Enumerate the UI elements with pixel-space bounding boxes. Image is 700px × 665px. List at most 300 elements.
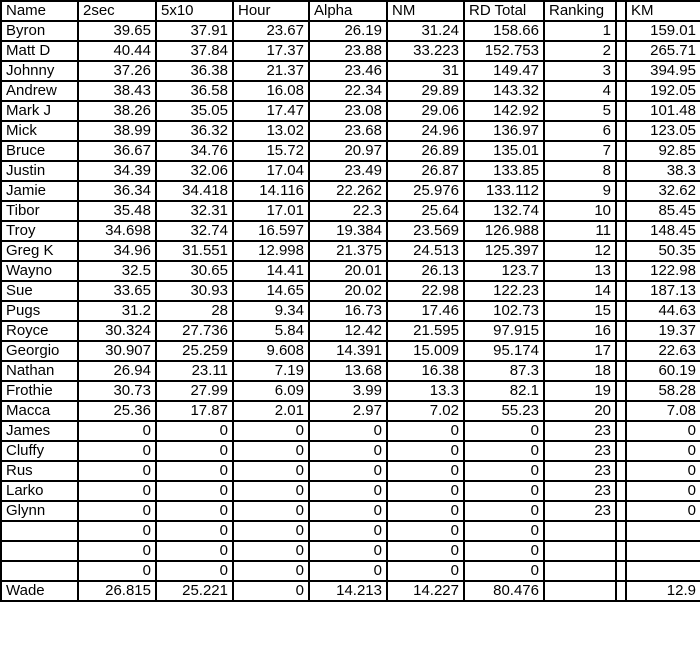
value-cell[interactable]: 36.32 — [156, 121, 233, 141]
value-cell[interactable]: 149.47 — [464, 61, 544, 81]
value-cell[interactable]: 0 — [233, 561, 309, 581]
spacer-cell — [616, 241, 626, 261]
value-cell[interactable]: 27.99 — [156, 381, 233, 401]
value-cell[interactable]: 3 — [544, 61, 616, 81]
row-name-cell[interactable]: Justin — [1, 161, 78, 181]
value-cell[interactable]: 15.72 — [233, 141, 309, 161]
value-cell[interactable]: 23.569 — [387, 221, 464, 241]
spacer-cell — [616, 61, 626, 81]
value-cell[interactable]: 7.08 — [626, 401, 700, 421]
value-cell[interactable]: 87.3 — [464, 361, 544, 381]
value-cell[interactable]: 0 — [233, 481, 309, 501]
value-cell[interactable]: 0 — [387, 541, 464, 561]
value-cell[interactable]: 23.08 — [309, 101, 387, 121]
value-cell[interactable]: 36.58 — [156, 81, 233, 101]
spacer-cell — [616, 221, 626, 241]
spacer-cell — [616, 41, 626, 61]
value-cell[interactable]: 17.01 — [233, 201, 309, 221]
value-cell[interactable]: 17.87 — [156, 401, 233, 421]
value-cell[interactable]: 123.05 — [626, 121, 700, 141]
value-cell[interactable]: 58.28 — [626, 381, 700, 401]
value-cell[interactable]: 125.397 — [464, 241, 544, 261]
table-row — [1, 201, 700, 221]
value-cell[interactable]: 0 — [156, 521, 233, 541]
value-cell[interactable] — [544, 541, 616, 561]
value-cell[interactable]: 12.42 — [309, 321, 387, 341]
value-cell[interactable]: 34.76 — [156, 141, 233, 161]
value-cell[interactable]: 29.06 — [387, 101, 464, 121]
value-cell[interactable]: 23.67 — [233, 21, 309, 41]
value-cell[interactable]: 22.34 — [309, 81, 387, 101]
value-cell[interactable]: 26.89 — [387, 141, 464, 161]
spacer-cell — [616, 341, 626, 361]
value-cell[interactable]: 0 — [309, 421, 387, 441]
value-cell[interactable] — [626, 541, 700, 561]
value-cell[interactable]: 0 — [309, 441, 387, 461]
value-cell[interactable]: 0 — [309, 561, 387, 581]
row-name-cell[interactable]: Byron — [1, 21, 78, 41]
value-cell[interactable]: 85.45 — [626, 201, 700, 221]
value-cell[interactable]: 60.19 — [626, 361, 700, 381]
table-row — [1, 281, 700, 301]
value-cell[interactable]: 37.84 — [156, 41, 233, 61]
value-cell[interactable]: 92.85 — [626, 141, 700, 161]
value-cell[interactable]: 44.63 — [626, 301, 700, 321]
value-cell[interactable]: 135.01 — [464, 141, 544, 161]
value-cell[interactable]: 148.45 — [626, 221, 700, 241]
spacer-cell — [616, 301, 626, 321]
value-cell[interactable]: 265.71 — [626, 41, 700, 61]
value-cell[interactable]: 0 — [464, 561, 544, 581]
value-cell[interactable]: 22.3 — [309, 201, 387, 221]
value-cell[interactable]: 14.65 — [233, 281, 309, 301]
value-cell[interactable]: 38.43 — [78, 81, 156, 101]
value-cell[interactable]: 30.907 — [78, 341, 156, 361]
value-cell[interactable]: 19.384 — [309, 221, 387, 241]
value-cell[interactable]: 0 — [156, 501, 233, 521]
value-cell[interactable]: 1 — [544, 21, 616, 41]
value-cell[interactable]: 0 — [78, 501, 156, 521]
value-cell[interactable]: 32.31 — [156, 201, 233, 221]
column-header-hour[interactable]: Hour — [233, 1, 309, 21]
row-name-cell[interactable]: James — [1, 421, 78, 441]
value-cell[interactable]: 3.99 — [309, 381, 387, 401]
value-cell[interactable]: 26.815 — [78, 581, 156, 601]
value-cell[interactable]: 38.99 — [78, 121, 156, 141]
table-row — [1, 41, 700, 61]
value-cell[interactable]: 133.112 — [464, 181, 544, 201]
value-cell[interactable]: 20.02 — [309, 281, 387, 301]
value-cell[interactable]: 0 — [78, 521, 156, 541]
value-cell[interactable]: 0 — [626, 481, 700, 501]
spacer-cell — [616, 461, 626, 481]
value-cell[interactable]: 0 — [233, 441, 309, 461]
value-cell[interactable]: 158.66 — [464, 21, 544, 41]
value-cell[interactable]: 0 — [464, 441, 544, 461]
value-cell[interactable]: 22.98 — [387, 281, 464, 301]
value-cell[interactable]: 31.24 — [387, 21, 464, 41]
value-cell[interactable]: 36.67 — [78, 141, 156, 161]
value-cell[interactable]: 20 — [544, 401, 616, 421]
spacer-cell — [616, 441, 626, 461]
spacer-cell — [616, 201, 626, 221]
value-cell[interactable]: 50.35 — [626, 241, 700, 261]
value-cell[interactable]: 25.36 — [78, 401, 156, 421]
row-name-cell[interactable]: Cluffy — [1, 441, 78, 461]
value-cell[interactable]: 0 — [387, 501, 464, 521]
row-name-cell[interactable]: Johnny — [1, 61, 78, 81]
value-cell[interactable]: 0 — [233, 541, 309, 561]
value-cell[interactable]: 39.65 — [78, 21, 156, 41]
value-cell[interactable]: 35.05 — [156, 101, 233, 121]
table-row — [1, 161, 700, 181]
value-cell[interactable]: 0 — [464, 481, 544, 501]
column-header-nm[interactable]: NM — [387, 1, 464, 21]
value-cell[interactable]: 7 — [544, 141, 616, 161]
value-cell[interactable]: 23.68 — [309, 121, 387, 141]
value-cell[interactable]: 5 — [544, 101, 616, 121]
value-cell[interactable]: 0 — [78, 421, 156, 441]
value-cell[interactable]: 2.97 — [309, 401, 387, 421]
value-cell[interactable]: 55.23 — [464, 401, 544, 421]
value-cell[interactable]: 0 — [309, 541, 387, 561]
value-cell[interactable]: 34.418 — [156, 181, 233, 201]
value-cell[interactable]: 13.68 — [309, 361, 387, 381]
value-cell[interactable]: 0 — [387, 521, 464, 541]
value-cell[interactable]: 20.01 — [309, 261, 387, 281]
value-cell[interactable]: 80.476 — [464, 581, 544, 601]
row-name-cell[interactable]: Matt D — [1, 41, 78, 61]
value-cell[interactable]: 40.44 — [78, 41, 156, 61]
value-cell[interactable] — [626, 521, 700, 541]
value-cell[interactable]: 0 — [387, 561, 464, 581]
value-cell[interactable]: 17.46 — [387, 301, 464, 321]
value-cell[interactable]: 32.5 — [78, 261, 156, 281]
column-header-5x10[interactable]: 5x10 — [156, 1, 233, 21]
value-cell[interactable]: 0 — [156, 441, 233, 461]
value-cell[interactable]: 0 — [626, 501, 700, 521]
value-cell[interactable]: 0 — [309, 521, 387, 541]
spacer-cell — [616, 261, 626, 281]
value-cell[interactable]: 143.32 — [464, 81, 544, 101]
table-row — [1, 561, 700, 581]
value-cell[interactable]: 14.227 — [387, 581, 464, 601]
value-cell[interactable]: 25.221 — [156, 581, 233, 601]
value-cell[interactable]: 0 — [309, 501, 387, 521]
value-cell[interactable]: 30.93 — [156, 281, 233, 301]
value-cell[interactable]: 27.736 — [156, 321, 233, 341]
value-cell[interactable]: 0 — [233, 501, 309, 521]
row-name-cell[interactable] — [1, 541, 78, 561]
value-cell[interactable]: 122.98 — [626, 261, 700, 281]
value-cell[interactable]: 30.324 — [78, 321, 156, 341]
value-cell[interactable]: 34.96 — [78, 241, 156, 261]
row-name-cell[interactable]: Pugs — [1, 301, 78, 321]
value-cell[interactable] — [626, 561, 700, 581]
value-cell[interactable]: 0 — [78, 481, 156, 501]
value-cell[interactable]: 30.73 — [78, 381, 156, 401]
value-cell[interactable]: 36.34 — [78, 181, 156, 201]
table-body — [1, 21, 700, 601]
value-cell[interactable]: 9 — [544, 181, 616, 201]
value-cell[interactable]: 0 — [626, 421, 700, 441]
value-cell[interactable]: 0 — [464, 521, 544, 541]
value-cell[interactable]: 133.85 — [464, 161, 544, 181]
value-cell[interactable]: 24.513 — [387, 241, 464, 261]
row-name-cell[interactable]: Larko — [1, 481, 78, 501]
value-cell[interactable]: 21.37 — [233, 61, 309, 81]
value-cell[interactable]: 31.551 — [156, 241, 233, 261]
value-cell[interactable]: 26.94 — [78, 361, 156, 381]
value-cell[interactable]: 0 — [233, 521, 309, 541]
value-cell[interactable]: 126.988 — [464, 221, 544, 241]
row-name-cell[interactable]: Tibor — [1, 201, 78, 221]
value-cell[interactable]: 6 — [544, 121, 616, 141]
value-cell[interactable]: 22.262 — [309, 181, 387, 201]
value-cell[interactable]: 14 — [544, 281, 616, 301]
value-cell[interactable] — [544, 521, 616, 541]
value-cell[interactable]: 22.63 — [626, 341, 700, 361]
value-cell[interactable]: 0 — [156, 421, 233, 441]
value-cell[interactable]: 38.26 — [78, 101, 156, 121]
value-cell[interactable]: 0 — [387, 481, 464, 501]
value-cell[interactable]: 33.65 — [78, 281, 156, 301]
value-cell[interactable]: 0 — [156, 561, 233, 581]
value-cell[interactable]: 0 — [156, 461, 233, 481]
value-cell[interactable]: 16 — [544, 321, 616, 341]
value-cell[interactable]: 14.391 — [309, 341, 387, 361]
value-cell[interactable]: 29.89 — [387, 81, 464, 101]
value-cell[interactable]: 0 — [464, 421, 544, 441]
value-cell[interactable]: 25.259 — [156, 341, 233, 361]
table-row — [1, 241, 700, 261]
value-cell[interactable]: 23 — [544, 421, 616, 441]
value-cell[interactable]: 23.49 — [309, 161, 387, 181]
value-cell[interactable]: 12.998 — [233, 241, 309, 261]
value-cell[interactable]: 34.39 — [78, 161, 156, 181]
value-cell[interactable]: 34.698 — [78, 221, 156, 241]
value-cell[interactable]: 0 — [78, 441, 156, 461]
value-cell[interactable]: 97.915 — [464, 321, 544, 341]
header-row — [1, 1, 700, 21]
value-cell[interactable]: 15 — [544, 301, 616, 321]
column-header-rd-total[interactable]: RD Total — [464, 1, 544, 21]
value-cell[interactable]: 14.213 — [309, 581, 387, 601]
table-row — [1, 381, 700, 401]
value-cell[interactable]: 2.01 — [233, 401, 309, 421]
row-name-cell[interactable]: Mick — [1, 121, 78, 141]
value-cell[interactable]: 14.41 — [233, 261, 309, 281]
row-name-cell[interactable]: Nathan — [1, 361, 78, 381]
value-cell[interactable]: 18 — [544, 361, 616, 381]
value-cell[interactable] — [544, 561, 616, 581]
value-cell[interactable]: 23.11 — [156, 361, 233, 381]
value-cell[interactable]: 28 — [156, 301, 233, 321]
spacer-cell — [616, 21, 626, 41]
value-cell[interactable]: 25.976 — [387, 181, 464, 201]
value-cell[interactable]: 7.02 — [387, 401, 464, 421]
value-cell[interactable]: 0 — [464, 501, 544, 521]
value-cell[interactable]: 13.02 — [233, 121, 309, 141]
row-name-cell[interactable]: Macca — [1, 401, 78, 421]
value-cell[interactable]: 26.19 — [309, 21, 387, 41]
column-header-name[interactable]: Name — [1, 1, 78, 21]
value-cell[interactable]: 13.3 — [387, 381, 464, 401]
value-cell[interactable]: 123.7 — [464, 261, 544, 281]
value-cell[interactable]: 25.64 — [387, 201, 464, 221]
value-cell[interactable]: 13 — [544, 261, 616, 281]
value-cell[interactable]: 35.48 — [78, 201, 156, 221]
row-name-cell[interactable]: Georgio — [1, 341, 78, 361]
value-cell[interactable]: 192.05 — [626, 81, 700, 101]
value-cell[interactable]: 17.47 — [233, 101, 309, 121]
value-cell[interactable]: 37.91 — [156, 21, 233, 41]
spacer-cell — [616, 81, 626, 101]
value-cell[interactable]: 19.37 — [626, 321, 700, 341]
row-name-cell[interactable]: Glynn — [1, 501, 78, 521]
spacer-cell — [616, 141, 626, 161]
value-cell[interactable]: 6.09 — [233, 381, 309, 401]
value-cell[interactable]: 16.38 — [387, 361, 464, 381]
value-cell[interactable]: 9.34 — [233, 301, 309, 321]
value-cell[interactable]: 11 — [544, 221, 616, 241]
row-name-cell[interactable]: Jamie — [1, 181, 78, 201]
value-cell[interactable]: 142.92 — [464, 101, 544, 121]
value-cell[interactable]: 23 — [544, 461, 616, 481]
value-cell[interactable]: 12 — [544, 241, 616, 261]
row-name-cell[interactable]: Wade — [1, 581, 78, 601]
spacer-cell — [616, 121, 626, 141]
value-cell[interactable]: 394.95 — [626, 61, 700, 81]
column-header-km[interactable]: KM — [626, 1, 700, 21]
value-cell[interactable]: 0 — [233, 581, 309, 601]
value-cell[interactable]: 0 — [78, 461, 156, 481]
value-cell[interactable]: 82.1 — [464, 381, 544, 401]
value-cell[interactable]: 30.65 — [156, 261, 233, 281]
spacer-cell — [616, 401, 626, 421]
value-cell[interactable]: 17.04 — [233, 161, 309, 181]
value-cell[interactable]: 152.753 — [464, 41, 544, 61]
value-cell[interactable]: 0 — [309, 461, 387, 481]
value-cell[interactable]: 7.19 — [233, 361, 309, 381]
value-cell[interactable]: 0 — [387, 421, 464, 441]
value-cell[interactable]: 0 — [626, 461, 700, 481]
column-header-2sec[interactable]: 2sec — [78, 1, 156, 21]
value-cell[interactable]: 32.74 — [156, 221, 233, 241]
value-cell[interactable]: 0 — [387, 461, 464, 481]
value-cell[interactable]: 23 — [544, 501, 616, 521]
value-cell[interactable]: 15.009 — [387, 341, 464, 361]
value-cell[interactable]: 0 — [309, 481, 387, 501]
value-cell[interactable]: 5.84 — [233, 321, 309, 341]
value-cell[interactable]: 16.597 — [233, 221, 309, 241]
value-cell[interactable]: 2 — [544, 41, 616, 61]
value-cell[interactable]: 0 — [156, 541, 233, 561]
value-cell[interactable]: 37.26 — [78, 61, 156, 81]
row-name-cell[interactable]: Andrew — [1, 81, 78, 101]
value-cell[interactable]: 36.38 — [156, 61, 233, 81]
value-cell[interactable]: 10 — [544, 201, 616, 221]
row-name-cell[interactable]: Royce — [1, 321, 78, 341]
column-header-alpha[interactable]: Alpha — [309, 1, 387, 21]
table-row — [1, 501, 700, 521]
value-cell[interactable]: 0 — [156, 481, 233, 501]
value-cell[interactable]: 0 — [233, 421, 309, 441]
value-cell[interactable]: 23.88 — [309, 41, 387, 61]
value-cell[interactable]: 16.08 — [233, 81, 309, 101]
value-cell[interactable]: 23.46 — [309, 61, 387, 81]
value-cell[interactable]: 12.9 — [626, 581, 700, 601]
value-cell[interactable]: 19 — [544, 381, 616, 401]
value-cell[interactable]: 159.01 — [626, 21, 700, 41]
value-cell[interactable]: 23 — [544, 481, 616, 501]
row-name-cell[interactable]: Mark J — [1, 101, 78, 121]
value-cell[interactable]: 14.116 — [233, 181, 309, 201]
row-name-cell[interactable]: Bruce — [1, 141, 78, 161]
value-cell[interactable]: 0 — [233, 461, 309, 481]
value-cell[interactable]: 20.97 — [309, 141, 387, 161]
value-cell[interactable]: 21.595 — [387, 321, 464, 341]
value-cell[interactable]: 38.3 — [626, 161, 700, 181]
value-cell[interactable]: 136.97 — [464, 121, 544, 141]
spacer-cell — [616, 421, 626, 441]
value-cell[interactable]: 17 — [544, 341, 616, 361]
value-cell[interactable]: 17.37 — [233, 41, 309, 61]
value-cell[interactable]: 31 — [387, 61, 464, 81]
table-row — [1, 221, 700, 241]
value-cell[interactable]: 32.06 — [156, 161, 233, 181]
row-name-cell[interactable]: Troy — [1, 221, 78, 241]
value-cell[interactable]: 32.62 — [626, 181, 700, 201]
column-header-ranking[interactable]: Ranking — [544, 1, 616, 21]
value-cell[interactable]: 0 — [78, 541, 156, 561]
value-cell[interactable]: 9.608 — [233, 341, 309, 361]
spacer-cell — [616, 281, 626, 301]
row-name-cell[interactable]: Wayno — [1, 261, 78, 281]
row-name-cell[interactable]: Frothie — [1, 381, 78, 401]
value-cell[interactable]: 0 — [387, 441, 464, 461]
value-cell[interactable]: 102.73 — [464, 301, 544, 321]
value-cell[interactable]: 101.48 — [626, 101, 700, 121]
value-cell[interactable]: 33.223 — [387, 41, 464, 61]
value-cell[interactable]: 0 — [464, 541, 544, 561]
row-name-cell[interactable]: Rus — [1, 461, 78, 481]
value-cell[interactable]: 187.13 — [626, 281, 700, 301]
spacer-cell — [616, 481, 626, 501]
value-cell[interactable]: 95.174 — [464, 341, 544, 361]
value-cell[interactable]: 4 — [544, 81, 616, 101]
value-cell[interactable]: 23 — [544, 441, 616, 461]
value-cell[interactable]: 0 — [626, 441, 700, 461]
value-cell[interactable]: 0 — [78, 561, 156, 581]
value-cell[interactable]: 122.23 — [464, 281, 544, 301]
table-row — [1, 541, 700, 561]
row-name-cell[interactable]: Sue — [1, 281, 78, 301]
row-name-cell[interactable] — [1, 521, 78, 541]
row-name-cell[interactable]: Greg K — [1, 241, 78, 261]
value-cell[interactable]: 24.96 — [387, 121, 464, 141]
value-cell[interactable]: 31.2 — [78, 301, 156, 321]
value-cell[interactable]: 16.73 — [309, 301, 387, 321]
value-cell[interactable]: 21.375 — [309, 241, 387, 261]
value-cell[interactable]: 8 — [544, 161, 616, 181]
value-cell[interactable]: 132.74 — [464, 201, 544, 221]
value-cell[interactable]: 0 — [464, 461, 544, 481]
value-cell[interactable]: 26.87 — [387, 161, 464, 181]
value-cell[interactable]: 26.13 — [387, 261, 464, 281]
value-cell[interactable] — [544, 581, 616, 601]
row-name-cell[interactable] — [1, 561, 78, 581]
